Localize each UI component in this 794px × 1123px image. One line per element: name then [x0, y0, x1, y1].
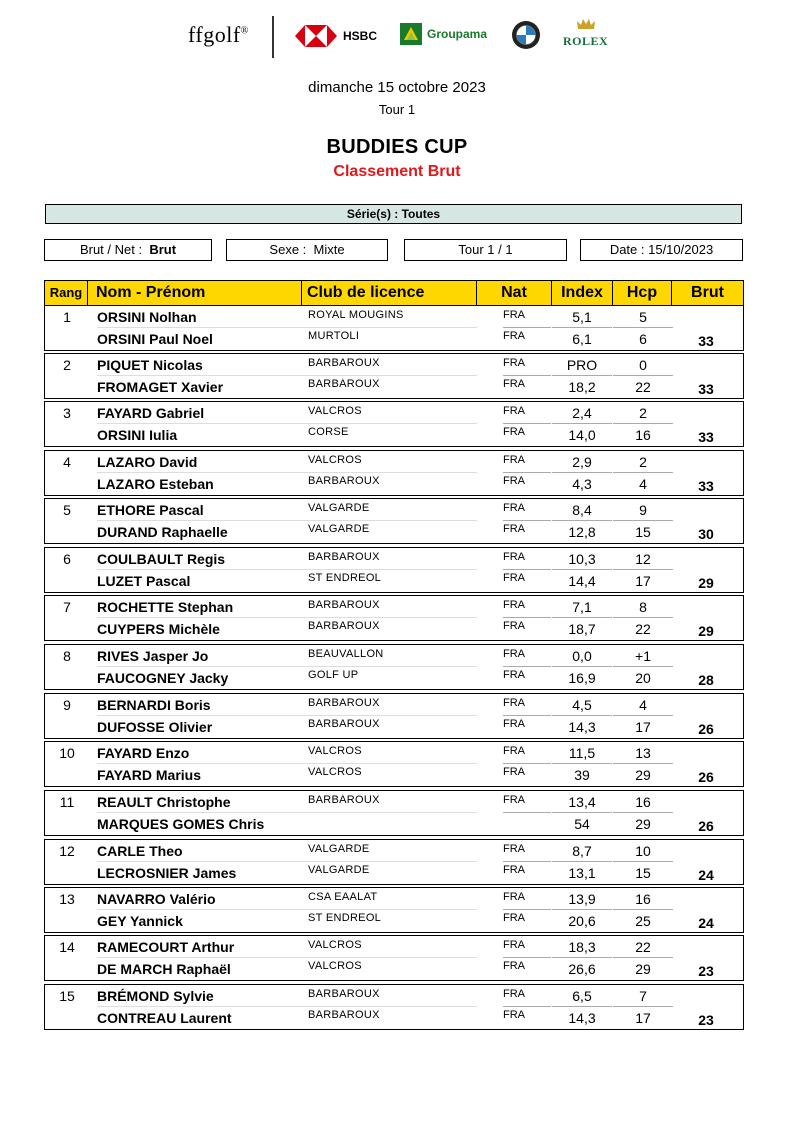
nat-cell: FRA [503, 988, 525, 1000]
rank-cell: 3 [63, 405, 71, 421]
groupama-logo [400, 23, 487, 45]
club-cell: VALCROS [308, 405, 362, 417]
rank-cell: 7 [63, 599, 71, 615]
table-header [44, 280, 744, 306]
hcp-cell: 22 [635, 939, 651, 955]
index-cell: 7,1 [572, 599, 592, 615]
rank-cell: 6 [63, 551, 71, 567]
hcp-cell: 29 [635, 961, 651, 977]
round-label: Tour 1 [378, 102, 416, 117]
brut-score: 26 [698, 769, 714, 785]
club-cell: BARBAROUX [308, 620, 380, 632]
hcp-cell: 25 [635, 913, 651, 929]
club-cell: MURTOLI [308, 330, 360, 342]
nat-cell: FRA [503, 718, 525, 730]
player-name: NAVARRO Valério [97, 891, 216, 907]
hcp-cell: 22 [635, 379, 651, 395]
club-cell: VALGARDE [308, 843, 370, 855]
event-date: dimanche 15 octobre 2023 [308, 79, 486, 96]
player-name: LAZARO Esteban [97, 476, 214, 492]
hcp-cell: 4 [639, 697, 647, 713]
index-cell: 4,5 [572, 697, 592, 713]
hcp-cell: 9 [639, 502, 647, 518]
index-cell: 0,0 [572, 648, 592, 664]
club-cell: VALGARDE [308, 523, 370, 535]
player-name: RIVES Jasper Jo [97, 648, 209, 664]
player-name: FAUCOGNEY Jacky [97, 670, 229, 686]
table-row [45, 985, 743, 1007]
rank-cell: 11 [59, 794, 75, 810]
table-row [45, 306, 743, 328]
club-cell: BARBAROUX [308, 988, 380, 1000]
club-cell: BARBAROUX [308, 697, 380, 709]
club-cell: ROYAL MOUGINS [308, 309, 404, 321]
player-name: FAYARD Enzo [97, 745, 190, 761]
hcp-cell: 2 [639, 405, 647, 421]
hcp-cell: 13 [635, 745, 651, 761]
nat-cell: FRA [503, 745, 525, 757]
club-cell: VALCROS [308, 960, 362, 972]
player-name: GEY Yannick [97, 913, 183, 929]
table-row [45, 716, 743, 738]
club-cell: BEAUVALLON [308, 648, 384, 660]
hcp-cell: 29 [635, 767, 651, 783]
brut-score: 30 [698, 526, 714, 542]
tour-box [404, 239, 567, 261]
rank-cell: 5 [63, 502, 71, 518]
table-row [45, 618, 743, 640]
table-row [45, 328, 743, 350]
club-cell: BARBAROUX [308, 357, 380, 369]
result-group [44, 887, 744, 933]
club-cell: CSA EAALAT [308, 891, 378, 903]
brut-score: 29 [698, 623, 714, 639]
table-row [45, 1007, 743, 1029]
hcp-cell: 22 [635, 621, 651, 637]
club-cell: ST ENDREOL [308, 912, 382, 924]
nat-cell: FRA [503, 551, 525, 563]
index-cell: 4,3 [572, 476, 592, 492]
nat-cell: FRA [503, 357, 525, 369]
groupama-leaf-icon [400, 23, 422, 45]
table-row [45, 499, 743, 521]
nat-cell: FRA [503, 669, 525, 681]
hcp-cell: 2 [639, 454, 647, 470]
club-cell: ST ENDREOL [308, 572, 382, 584]
hcp-cell: 17 [635, 719, 651, 735]
nat-cell: FRA [503, 939, 525, 951]
hsbc-logo [295, 25, 377, 47]
table-row [45, 888, 743, 910]
tour-value: Tour 1 / 1 [458, 242, 513, 257]
table-row [45, 936, 743, 958]
index-cell: 13,4 [568, 794, 596, 810]
brut-score: 26 [698, 818, 714, 834]
nat-cell: FRA [503, 794, 525, 806]
player-name: FAYARD Gabriel [97, 405, 205, 421]
table-row [45, 354, 743, 376]
hcp-cell: 7 [639, 988, 647, 1004]
rank-cell: 15 [59, 988, 75, 1004]
nat-cell: FRA [503, 378, 525, 390]
result-group [44, 353, 744, 399]
player-name: DE MARCH Raphaël [97, 961, 231, 977]
nat-cell: FRA [503, 648, 525, 660]
hcp-cell: 15 [635, 524, 651, 540]
table-row [45, 376, 743, 398]
player-name: LUZET Pascal [97, 573, 191, 589]
hcp-cell: 5 [639, 309, 647, 325]
club-cell: VALCROS [308, 766, 362, 778]
player-name: CUYPERS Michèle [97, 621, 220, 637]
nat-cell: FRA [503, 960, 525, 972]
brut-score: 23 [698, 1012, 714, 1028]
result-group [44, 547, 744, 593]
player-name: FROMAGET Xavier [97, 379, 224, 395]
hcp-cell: 17 [635, 1010, 651, 1026]
rank-cell: 4 [63, 454, 71, 470]
result-group [44, 401, 744, 447]
nat-cell: FRA [503, 599, 525, 611]
club-cell: VALCROS [308, 454, 362, 466]
table-row [45, 596, 743, 618]
sexe-box [226, 239, 388, 261]
nat-cell [503, 810, 525, 832]
date-value: Date : 15/10/2023 [609, 242, 714, 257]
table-row [45, 473, 743, 495]
rank-cell: 14 [59, 939, 75, 955]
result-group [44, 935, 744, 981]
col-index: Index [552, 281, 613, 305]
brut-net-label: Brut / Net : [79, 242, 143, 257]
sexe-label: Sexe : [269, 242, 307, 257]
result-group [44, 450, 744, 496]
index-cell: 11,5 [568, 745, 596, 761]
page-title: BUDDIES CUP [326, 136, 468, 158]
col-club: Club de licence [302, 281, 477, 305]
index-cell: 14,4 [568, 573, 596, 589]
rank-cell: 1 [63, 309, 71, 325]
index-cell: 26,6 [568, 961, 596, 977]
nat-cell: FRA [503, 523, 525, 535]
club-cell: BARBAROUX [308, 794, 380, 806]
table-row [45, 694, 743, 716]
nat-cell: FRA [503, 697, 525, 709]
player-name: ORSINI Iulia [97, 427, 178, 443]
hcp-cell: 20 [635, 670, 651, 686]
player-name: CARLE Theo [97, 843, 183, 859]
brut-net-box [44, 239, 212, 261]
result-group [44, 741, 744, 787]
nat-cell: FRA [503, 502, 525, 514]
club-cell: GOLF UP [308, 669, 359, 681]
brut-score: 33 [698, 381, 714, 397]
nat-cell: FRA [503, 891, 525, 903]
player-name: MARQUES GOMES Chris [97, 816, 265, 832]
index-cell: 16,9 [568, 670, 596, 686]
player-name: REAULT Christophe [97, 794, 231, 810]
nat-cell: FRA [503, 1009, 525, 1021]
club-cell: BARBAROUX [308, 551, 380, 563]
col-brut: Brut [691, 284, 724, 301]
table-row [45, 451, 743, 473]
col-rank: Rang [45, 281, 88, 305]
ffgolf-logo [188, 22, 249, 48]
brut-score: 33 [698, 478, 714, 494]
index-cell: 14,0 [568, 427, 596, 443]
nat-cell: FRA [503, 620, 525, 632]
nat-cell: FRA [503, 766, 525, 778]
club-cell: BARBAROUX [308, 599, 380, 611]
brut-score: 24 [698, 915, 714, 931]
col-name: Nom - Prénom [88, 281, 302, 305]
index-cell: 13,9 [568, 891, 596, 907]
table-row [45, 958, 743, 980]
player-name: PIQUET Nicolas [97, 357, 203, 373]
player-name: COULBAULT Regis [97, 551, 226, 567]
table-row [45, 791, 743, 813]
hcp-cell: 6 [639, 331, 647, 347]
logo-divider [272, 16, 274, 58]
club-cell: CORSE [308, 426, 349, 438]
index-cell: 5,1 [572, 309, 592, 325]
hcp-cell: 4 [639, 476, 647, 492]
rank-cell: 10 [59, 745, 75, 761]
index-cell: 8,7 [572, 843, 592, 859]
table-row [45, 645, 743, 667]
nat-cell: FRA [503, 426, 525, 438]
nat-cell: FRA [503, 912, 525, 924]
bmw-roundel-icon [511, 20, 541, 50]
brut-score: 33 [698, 429, 714, 445]
nat-cell: FRA [503, 330, 525, 342]
brut-score: 28 [698, 672, 714, 688]
hcp-cell: +1 [635, 648, 651, 664]
index-cell: 2,4 [572, 405, 592, 421]
player-name: BERNARDI Boris [97, 697, 211, 713]
index-cell: 2,9 [572, 454, 592, 470]
index-cell: 14,3 [568, 1010, 596, 1026]
index-cell: PRO [566, 357, 598, 373]
club-cell: VALCROS [308, 939, 362, 951]
hcp-cell: 17 [635, 573, 651, 589]
index-cell: 13,1 [568, 865, 596, 881]
player-name: CONTREAU Laurent [97, 1010, 232, 1026]
index-cell: 12,8 [568, 524, 596, 540]
table-row [45, 424, 743, 446]
table-row [45, 764, 743, 786]
club-cell: BARBAROUX [308, 1009, 380, 1021]
hsbc-text: HSBC [343, 29, 378, 43]
nat-cell: FRA [503, 405, 525, 417]
rank-cell: 9 [63, 697, 71, 713]
col-hcp: Hcp [613, 281, 672, 305]
index-cell: 54 [574, 816, 590, 832]
index-cell: 14,3 [568, 719, 596, 735]
club-cell: VALGARDE [308, 864, 370, 876]
registered-mark: ® [240, 25, 249, 37]
player-name: RAMECOURT Arthur [97, 939, 235, 955]
table-row [45, 667, 743, 689]
player-name: DURAND Raphaelle [97, 524, 228, 540]
nat-cell: FRA [503, 843, 525, 855]
player-name: DUFOSSE Olivier [97, 719, 213, 735]
sexe-value: Mixte [313, 242, 345, 257]
index-cell: 20,6 [568, 913, 596, 929]
hsbc-hexagon-icon [295, 25, 337, 47]
hcp-cell: 10 [635, 843, 651, 859]
brut-score: 29 [698, 575, 714, 591]
crown-icon [576, 18, 596, 30]
brut-score: 24 [698, 867, 714, 883]
table-row [45, 813, 743, 835]
player-name: ROCHETTE Stephan [97, 599, 234, 615]
club-cell: BARBAROUX [308, 378, 380, 390]
hcp-cell: 0 [639, 357, 647, 373]
result-group [44, 790, 744, 836]
index-cell: 6,5 [572, 988, 592, 1004]
player-name: LAZARO David [97, 454, 198, 470]
nat-cell: FRA [503, 572, 525, 584]
table-row [45, 862, 743, 884]
hcp-cell: 16 [635, 427, 651, 443]
hcp-cell: 15 [635, 865, 651, 881]
rank-cell: 8 [63, 648, 71, 664]
groupama-text: Groupama [427, 27, 488, 41]
rolex-logo [563, 18, 608, 49]
rank-cell: 12 [59, 843, 75, 859]
table-row [45, 521, 743, 543]
brut-score: 33 [698, 333, 714, 349]
player-name: ETHORE Pascal [97, 502, 204, 518]
player-name: ORSINI Nolhan [97, 309, 197, 325]
ffgolf-text: ffgolf [188, 22, 241, 47]
table-row [45, 402, 743, 424]
result-group [44, 498, 744, 544]
rank-cell: 2 [63, 357, 71, 373]
club-cell: BARBAROUX [308, 475, 380, 487]
nat-cell: FRA [503, 475, 525, 487]
index-cell: 18,3 [568, 939, 596, 955]
index-cell: 18,7 [568, 621, 596, 637]
series-banner: Série(s) : Toutes [45, 204, 742, 224]
player-name: ORSINI Paul Noel [97, 331, 213, 347]
index-cell: 39 [574, 767, 590, 783]
hcp-cell: 16 [635, 794, 651, 810]
hcp-cell: 29 [635, 816, 651, 832]
nat-cell: FRA [503, 454, 525, 466]
brut-net-value: Brut [149, 242, 177, 257]
brut-score: 23 [698, 963, 714, 979]
result-group [44, 305, 744, 351]
col-nat: Nat [477, 281, 552, 305]
result-group [44, 595, 744, 641]
club-cell: VALGARDE [308, 502, 370, 514]
rolex-text: ROLEX [563, 34, 609, 48]
table-row [45, 742, 743, 764]
rank-cell: 13 [59, 891, 75, 907]
index-cell: 10,3 [568, 551, 596, 567]
hcp-cell: 12 [635, 551, 651, 567]
nat-cell: FRA [503, 309, 525, 321]
hcp-cell: 16 [635, 891, 651, 907]
table-row [45, 910, 743, 932]
result-group [44, 839, 744, 885]
index-cell: 8,4 [572, 502, 592, 518]
date-box [580, 239, 743, 261]
page-subtitle: Classement Brut [333, 163, 461, 180]
sponsor-bar [168, 8, 633, 64]
bmw-logo [511, 20, 541, 55]
player-name: FAYARD Marius [97, 767, 202, 783]
result-group [44, 644, 744, 690]
table-row [45, 570, 743, 592]
nat-cell: FRA [503, 864, 525, 876]
index-cell: 18,2 [568, 379, 596, 395]
player-name: LECROSNIER James [97, 865, 237, 881]
club-cell: VALCROS [308, 745, 362, 757]
table-row [45, 840, 743, 862]
index-cell: 6,1 [572, 331, 592, 347]
table-row [45, 548, 743, 570]
result-group [44, 693, 744, 739]
brut-score: 26 [698, 721, 714, 737]
club-cell: BARBAROUX [308, 718, 380, 730]
player-name: BRÉMOND Sylvie [97, 988, 214, 1004]
result-group [44, 984, 744, 1030]
hcp-cell: 8 [639, 599, 647, 615]
